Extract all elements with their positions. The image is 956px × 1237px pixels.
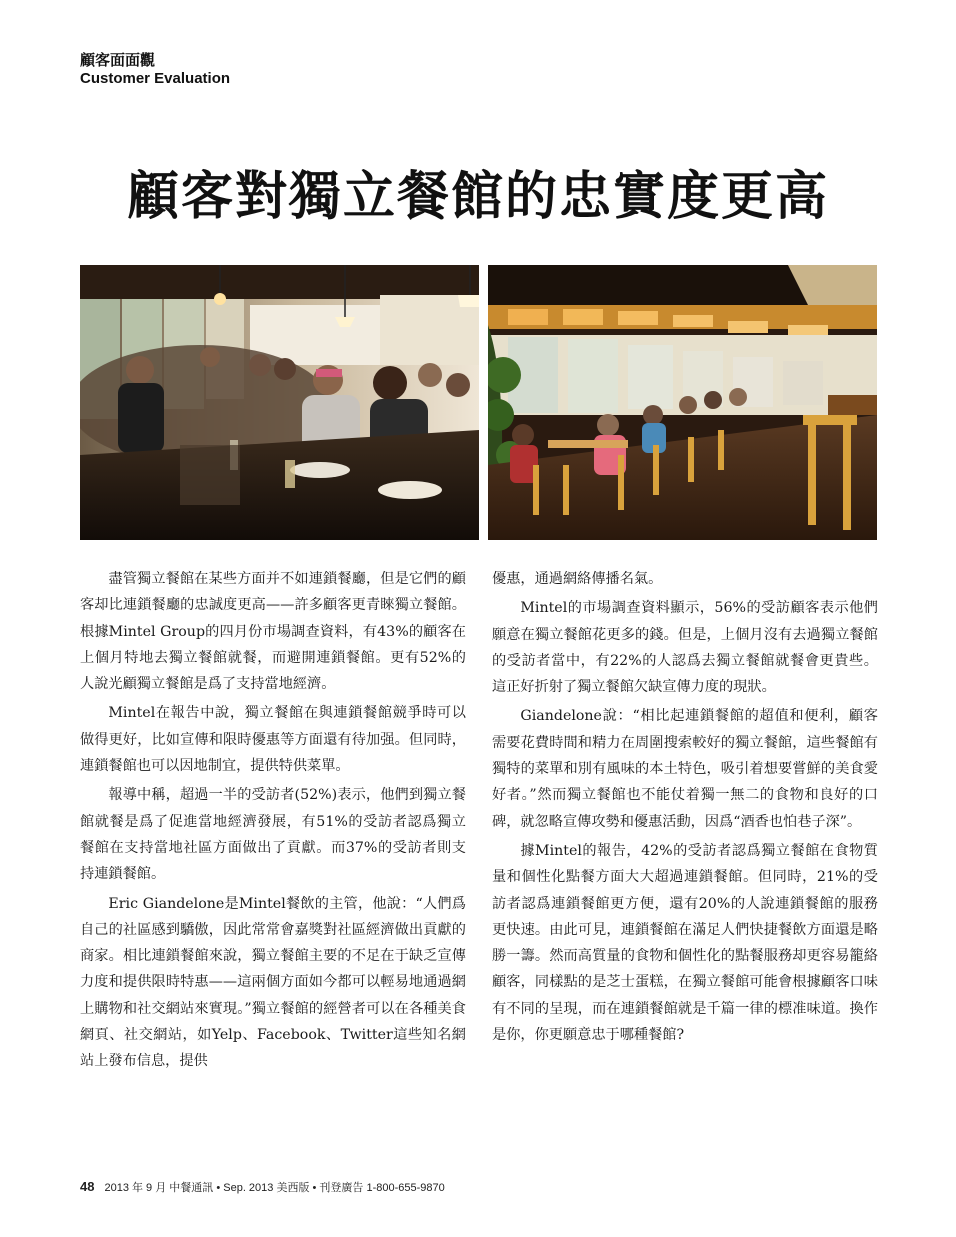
- page-number: 48: [80, 1179, 95, 1194]
- section-header: [80, 50, 230, 88]
- restaurant-bar-photo: [80, 265, 479, 540]
- paragraph: Mintel的市場調查資料顯示，56%的受訪顧客表示他們願意在獨立餐館花更多的錢。但是，上個月沒有去過獨立餐館的受訪者當中，有22%的人認爲去獨立餐館就餐會更貴些。這正好折射了獨立餐館欠缺宣傳力度的現狀。: [492, 600, 878, 696]
- restaurant-dining-room-photo: [488, 265, 877, 540]
- paragraph: 盡管獨立餐館在某些方面并不如連鎖餐廳，但是它們的顧客却比連鎖餐廳的忠誠度更高——許多顧客更青睞獨立餐館。根據Mintel Group的四月份市場調查資料，有43%的顧客在上個月特地去獨立餐館就餐，而避開連鎖餐館。更有52%的人說光顧獨立餐館是爲了支持當地經濟。: [80, 571, 466, 693]
- page-footer: [80, 1178, 445, 1196]
- section-title-en: Customer Evaluation: [80, 70, 231, 87]
- paragraph: 據Mintel的報告，42%的受訪者認爲獨立餐館在食物質量和個性化點餐方面大大超過連鎖餐館。但同時，21%的受訪者認爲連鎖餐館更方便，還有20%的人說連鎖餐館的服務更快速。由此可見，連鎖餐館在滿足人們快捷餐飲方面還是略勝一籌。然而高質量的食物和個性化的點餐服務却更容易籠絡顧客，同樣點的是芝士蛋糕，在獨立餐館可能會根據顧客口味有不同的呈現，而在連鎖餐館就是千篇一律的標准味道。換作是你，你更願意忠于哪種餐館?: [492, 842, 878, 1044]
- article-right-column: [492, 566, 878, 1051]
- paragraph: 報導中稱，超過一半的受訪者(52%)表示，他們到獨立餐館就餐是爲了促進當地經濟發展，有51%的受訪者認爲獨立餐館在支持當地社區方面做出了貢獻。而37%的受訪者則支持連鎖餐館。: [80, 787, 466, 883]
- paragraph: Mintel在報告中說，獨立餐館在與連鎖餐館競爭時可以做得更好，比如宣傳和限時優惠等方面還有待加强。但同時，連鎖餐館也可以因地制宜，提供特供菜單。: [80, 705, 466, 775]
- section-title-zh: 顧客面面觀: [80, 51, 156, 69]
- paragraph: Eric Giandelone是Mintel餐飲的主管，他說：“人們爲自己的社區感到驕傲，因此常常會嘉獎對社區經濟做出貢獻的商家。相比連鎖餐館來說，獨立餐館主要的不足在于缺乏宣傳力度和提供限時特惠——這兩個方面如今都可以輕易地通過網上購物和社交網站來實現。”獨立餐館的經營者可以在各種美食網頁、社交網站，如Yelp、Facebook、Twitter這些知名網站上發布信息，提供: [80, 895, 466, 1070]
- paragraph: Giandelone說：“相比起連鎖餐館的超值和便利，顧客需要花費時間和精力在周圍搜索較好的獨立餐館，這些餐館有獨特的菜單和別有風味的本土特色，吸引着想要嘗鮮的美食愛好者。”然而獨立餐館也不能仗着獨一無二的食物和良好的口碑，就忽略宣傳攻勢和優惠活動，因爲“酒香也怕巷子深”。: [492, 708, 878, 830]
- footer-publication-info: 2013 年 9 月 中餐通訊 • Sep. 2013 美西版 • 刊登廣告 1-800-655-9870: [104, 1182, 445, 1194]
- article-left-column: [80, 566, 466, 1078]
- article-headline: 顧客對獨立餐館的忠實度更高: [126, 166, 829, 227]
- paragraph-continued: 優惠，通過網絡傳播名氣。: [492, 571, 663, 587]
